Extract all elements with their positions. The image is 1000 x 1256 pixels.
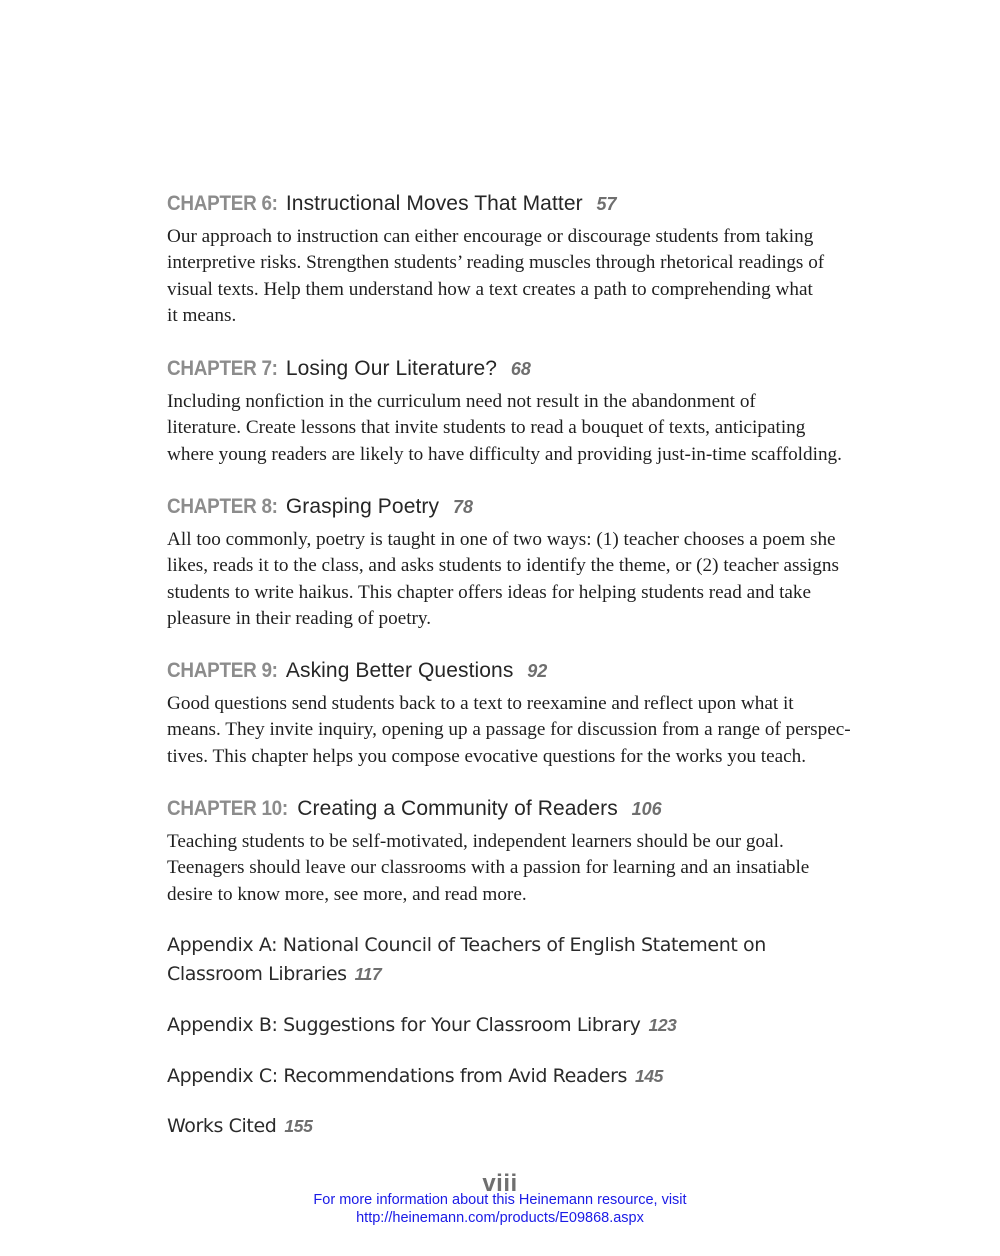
chapter-heading: [167, 191, 867, 217]
footer-text: For more information about this Heinemann resource, visit: [313, 1192, 687, 1208]
toc-entry-chapter-6: [167, 191, 867, 329]
entry-title-line-with-page: [167, 1011, 867, 1040]
page-number: 123: [648, 1015, 677, 1035]
toc-entry-appendix-b: [167, 1011, 867, 1040]
toc-entry-appendix-a: [167, 931, 867, 988]
entry-title-line: Appendix C: Recommendations from Avid Readers: [167, 1065, 627, 1087]
toc-entry-chapter-10: [167, 796, 867, 908]
description-line: desire to know more, see more, and read more.: [167, 883, 527, 905]
toc-entry-appendix-c: [167, 1062, 867, 1091]
page-number: 145: [634, 1066, 663, 1086]
description-line: Our approach to instruction can either encourage or discourage students from taking: [167, 226, 814, 247]
page-number: 92: [527, 661, 548, 681]
chapter-label: CHAPTER 7:: [167, 357, 278, 380]
description-line: it means.: [167, 304, 237, 326]
chapter-title: Instructional Moves That Matter: [285, 192, 583, 215]
chapter-description: [167, 224, 867, 329]
page-number: 106: [631, 799, 662, 819]
entry-title-line: Appendix B: Suggestions for Your Classroom Library: [167, 1014, 641, 1036]
entry-title-line-with-page: [167, 960, 867, 989]
page-number: 155: [284, 1116, 313, 1136]
chapter-description: [167, 829, 867, 908]
chapter-label: CHAPTER 10:: [167, 797, 288, 820]
chapter-description: [167, 691, 867, 770]
description-line: All too commonly, poetry is taught in one of two ways: (1) teacher chooses a poem she: [167, 529, 836, 550]
chapter-label: CHAPTER 6:: [167, 192, 278, 215]
chapter-title: Asking Better Questions: [285, 659, 514, 682]
entry-title-line-with-page: [167, 1112, 867, 1141]
chapter-heading: [167, 658, 867, 684]
description-line: tives. This chapter helps you compose evocative questions for the works you teach.: [167, 745, 807, 767]
description-line: means. They invite inquiry, opening up a passage for discussion from a range of perspec-: [167, 719, 851, 741]
page-number: 117: [354, 963, 382, 984]
page-number: 57: [596, 194, 617, 214]
chapter-label: CHAPTER 9:: [167, 659, 278, 682]
entry-title-line: Works Cited: [167, 1115, 277, 1137]
description-line: Good questions send students back to a text to reexamine and reflect upon what it: [167, 693, 794, 714]
description-line: visual texts. Help them understand how a text creates a path to comprehending what: [167, 278, 813, 300]
chapter-heading: [167, 356, 867, 382]
chapter-heading: [167, 494, 867, 520]
entry-title-line: Classroom Libraries: [167, 962, 347, 985]
chapter-heading: [167, 796, 867, 822]
chapter-title: Losing Our Literature?: [285, 357, 498, 380]
page-number: 68: [510, 359, 531, 379]
description-line: literature. Create lessons that invite students to read a bouquet of texts, anticipating: [167, 417, 806, 439]
toc-entry-chapter-8: [167, 494, 867, 632]
chapter-description: [167, 527, 867, 632]
chapter-label: CHAPTER 8:: [167, 495, 278, 518]
description-line: interpretive risks. Strengthen students’ reading muscles through rhetorical readings of: [167, 252, 825, 274]
toc-entry-chapter-7: [167, 356, 867, 468]
description-line: Teaching students to be self-motivated, independent learners should be our goal.: [167, 831, 784, 852]
footer-notice: [0, 1191, 1000, 1227]
chapter-title: Grasping Poetry: [285, 495, 440, 518]
page-number: 78: [452, 497, 473, 517]
chapter-title: Creating a Community of Readers: [297, 797, 618, 820]
description-line: where young readers are likely to have difficulty and providing just-in-time scaffolding.: [167, 443, 842, 465]
chapter-description: [167, 389, 867, 468]
toc-entry-works-cited: [167, 1112, 867, 1141]
description-line: pleasure in their reading of poetry.: [167, 607, 432, 629]
description-line: Including nonfiction in the curriculum need not result in the abandonment of: [167, 391, 756, 412]
description-line: Teenagers should leave our classrooms with a passion for learning and an insatiable: [167, 857, 810, 879]
description-line: students to write haikus. This chapter offers ideas for helping students read and take: [167, 581, 812, 603]
toc-entry-chapter-9: [167, 658, 867, 770]
entry-title-line: Appendix A: National Council of Teachers of English Statement on: [167, 934, 766, 956]
resource-link[interactable]: http://heinemann.com/products/E09868.aspx: [356, 1210, 644, 1226]
entry-title-line-with-page: [167, 1062, 867, 1091]
description-line: likes, reads it to the class, and asks students to identify the theme, or (2) teacher assigns: [167, 555, 839, 577]
folio-page-number: viii: [482, 1170, 518, 1197]
